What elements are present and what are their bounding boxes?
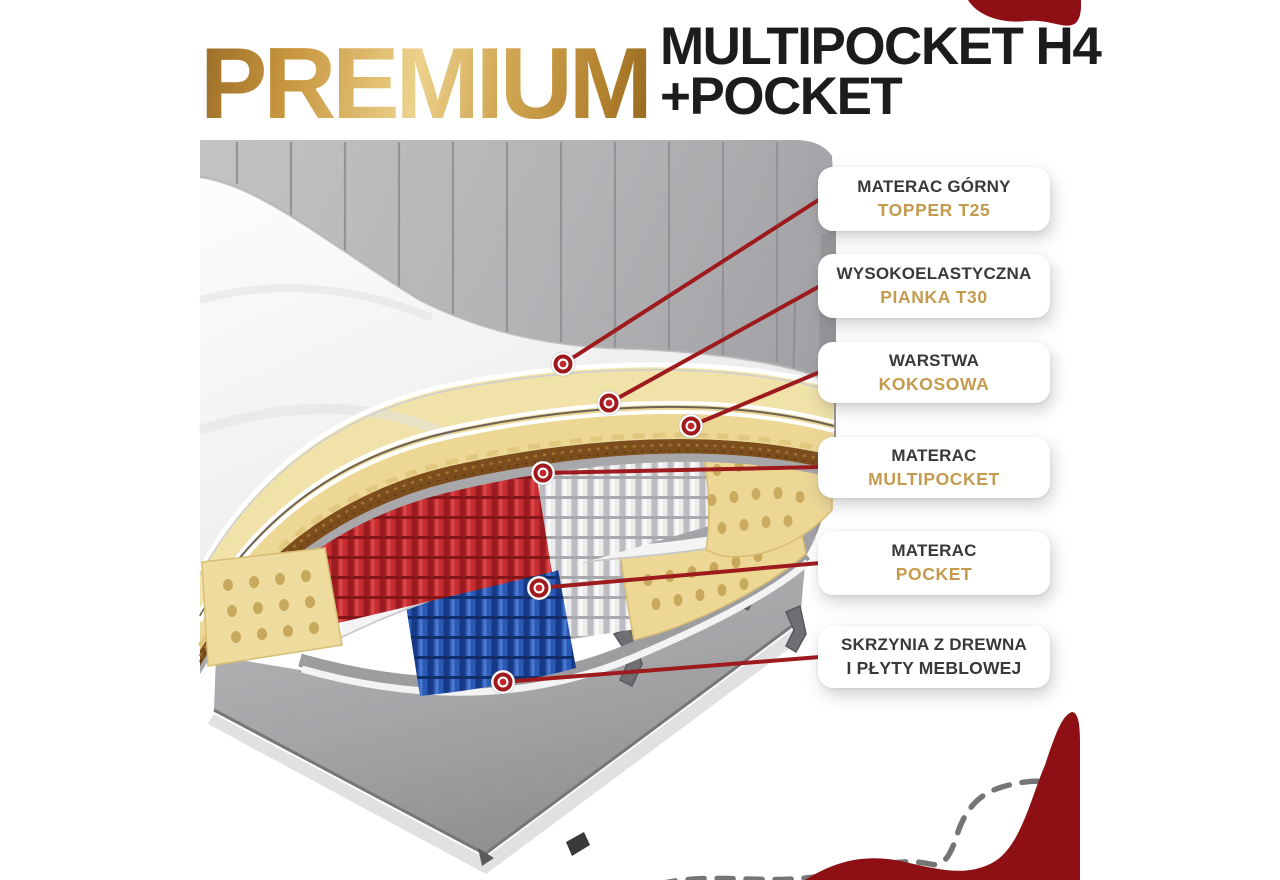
callout-line2-storage-box: I PŁYTY MEBLOWEJ <box>846 658 1022 678</box>
target-marker-icon-foam <box>597 391 621 415</box>
callout-line1-multipocket: MATERAC <box>891 445 977 465</box>
callout-line2-pocket: POCKET <box>895 564 973 584</box>
callout-coconut <box>818 342 1050 403</box>
model-title-line1: MULTIPOCKET H4 <box>660 17 1101 76</box>
latex-end-block <box>202 548 342 666</box>
target-marker-icon-storage-box <box>491 670 515 694</box>
target-marker-icon-pocket <box>527 576 551 600</box>
callout-line2-coconut: KOKOSOWA <box>878 373 990 394</box>
target-marker-icon-multipocket <box>531 461 555 485</box>
callout-line1-pocket: MATERAC <box>891 541 977 560</box>
callout-multipocket <box>818 437 1050 498</box>
callout-line2-topper: TOPPER T25 <box>877 200 991 220</box>
callout-line1-topper: MATERAC GÓRNY <box>857 177 1011 196</box>
brand-title: PREMIUM <box>200 34 670 144</box>
callout-line1-foam: WYSOKOELASTYCZNA <box>836 264 1032 283</box>
target-marker-icon-topper <box>551 352 575 376</box>
target-marker-icon-coconut <box>679 414 703 438</box>
callout-storage-box <box>818 626 1050 688</box>
callout-line1-coconut: WARSTWA <box>888 350 980 370</box>
callout-topper <box>818 167 1050 231</box>
callout-line2-foam: PIANKA T30 <box>880 287 988 307</box>
model-title <box>660 17 1101 126</box>
bed-foot <box>566 832 590 856</box>
corner-blob-bottom-right <box>805 712 1080 880</box>
callout-foam <box>818 254 1050 318</box>
model-title-line2: +POCKET <box>660 67 902 126</box>
callout-pocket <box>818 531 1050 595</box>
callout-line2-multipocket: MULTIPOCKET <box>868 468 1000 489</box>
callout-line1-storage-box: SKRZYNIA Z DREWNA <box>841 635 1027 654</box>
